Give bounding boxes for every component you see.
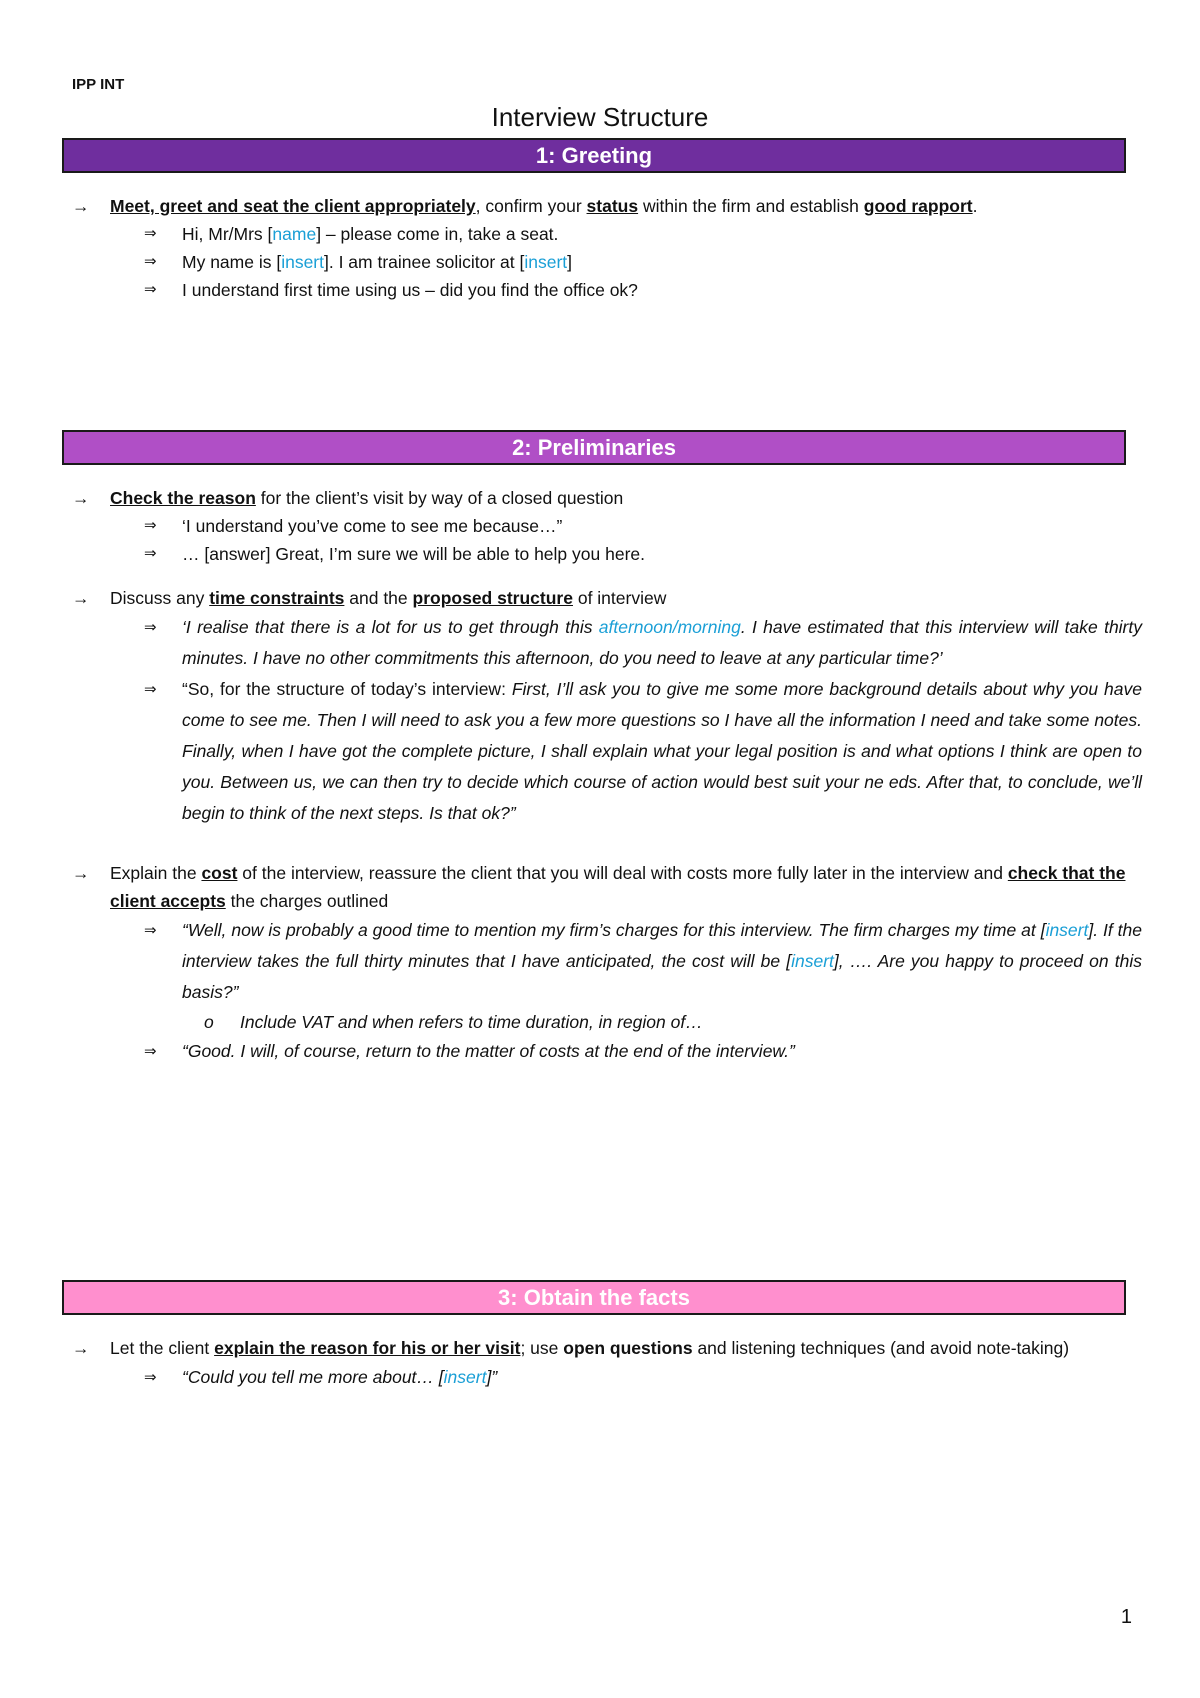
implies-icon: ⇒	[144, 1369, 157, 1386]
circle-bullet-icon: o	[204, 1012, 214, 1032]
vat-note: o Include VAT and when refers to time duration, in region of…	[72, 1008, 1142, 1036]
cost-quote-1: ⇒ “Well, now is probably a good time to mention my firm’s charges for this interview. The firm charges my time at [insert]. If the interview takes the full thirty minutes that I have anticipated, the cost will be [insert], …. Are you happy to proceed on this basis?”	[72, 915, 1142, 1008]
open-questions-term: open questions	[563, 1338, 693, 1358]
preliminaries-section	[72, 484, 1142, 1067]
implies-icon: ⇒	[144, 225, 157, 242]
greeting-lead: Meet, greet and seat the client appropriately	[110, 196, 476, 216]
reason-line-2: ⇒ … [answer] Great, I’m sure we will be able to help you here.	[72, 540, 1142, 568]
implies-icon: ⇒	[144, 253, 157, 270]
placeholder-text: insert	[1045, 920, 1089, 940]
check-accepts-term: check that the client accepts	[110, 863, 1126, 911]
proposed-structure-term: proposed structure	[412, 588, 573, 608]
placeholder-text: insert	[524, 252, 568, 272]
cost-quote-2: ⇒ “Good. I will, of course, return to the matter of costs at the end of the interview.”	[72, 1036, 1142, 1067]
rapport-term: good rapport	[863, 196, 973, 216]
arrow-icon: →	[72, 488, 90, 508]
status-term: status	[586, 196, 639, 216]
explain-reason-term: explain the reason for his or her visit	[214, 1338, 521, 1358]
placeholder-text: insert	[281, 252, 324, 272]
greeting-line-1: ⇒ Hi, Mr/Mrs [name] – please come in, take a seat.	[72, 220, 1142, 248]
page-number: 1	[1120, 1606, 1132, 1628]
doc-label: IPP INT	[72, 76, 125, 93]
section-heading-preliminaries: 2: Preliminaries	[62, 430, 1126, 465]
time-quote-1: ⇒ ‘I realise that there is a lot for us to get through this afternoon/morning. I have estimated that this interview will take thirty minutes. I have no other commitments this afternoon, do you need to leave at any particular time?’	[72, 612, 1142, 674]
implies-icon: ⇒	[144, 517, 157, 534]
time-point: → Discuss any time constraints and the proposed structure of interview	[72, 584, 1142, 612]
facts-section	[72, 1334, 1142, 1393]
time-quote-2: ⇒ “So, for the structure of today’s interview: First, I’ll ask you to give me some more background details about why you have come to see me. Then I will need to ask you a few more questions so I have all the information I need and take some notes. Finally, when I have got the complete picture, I shall explain what your legal position is and what options I think are open to you. Between us, we can then try to decide which course of action would best suit your ne eds. After that, to conclude, we’ll begin to think of the next steps. Is that ok?”	[72, 674, 1142, 829]
implies-icon: ⇒	[144, 681, 157, 698]
placeholder-text: name	[272, 224, 317, 244]
facts-quote: ⇒ “Could you tell me more about… [insert]”	[72, 1362, 1142, 1393]
reason-point: → Check the reason for the client’s visit by way of a closed question	[72, 484, 1142, 512]
implies-icon: ⇒	[144, 281, 157, 298]
arrow-icon: →	[72, 196, 90, 216]
greeting-section	[72, 192, 1142, 304]
reason-lead: Check the reason	[110, 488, 256, 508]
section-heading-greeting: 1: Greeting	[62, 138, 1126, 173]
placeholder-text: insert	[791, 951, 834, 971]
reason-line-1: ⇒ ‘I understand you’ve come to see me because…”	[72, 512, 1142, 540]
cost-point: → Explain the cost of the interview, reassure the client that you will deal with costs more fully later in the interview and check that the client accepts the charges outlined	[72, 859, 1142, 915]
implies-icon: ⇒	[144, 619, 157, 636]
section-heading-facts: 3: Obtain the facts	[62, 1280, 1126, 1315]
arrow-icon: →	[72, 588, 90, 608]
cost-term: cost	[201, 863, 238, 883]
greeting-line-2: ⇒ My name is [insert]. I am trainee solicitor at [insert]	[72, 248, 1142, 276]
implies-icon: ⇒	[144, 545, 157, 562]
arrow-icon: →	[72, 1338, 90, 1358]
facts-point: → Let the client explain the reason for his or her visit; use open questions and listening techniques (and avoid note-taking)	[72, 1334, 1142, 1362]
implies-icon: ⇒	[144, 922, 157, 939]
implies-icon: ⇒	[144, 1043, 157, 1060]
placeholder-text: afternoon/morning	[598, 617, 741, 637]
placeholder-text: insert	[443, 1367, 487, 1387]
arrow-icon: →	[72, 863, 90, 883]
page-title: Interview Structure	[491, 102, 709, 132]
greeting-line-3: ⇒ I understand first time using us – did you find the office ok?	[72, 276, 1142, 304]
time-constraints-term: time constraints	[209, 588, 345, 608]
greeting-point: → Meet, greet and seat the client appropriately, confirm your status within the firm and establish good rapport.	[72, 192, 1142, 220]
